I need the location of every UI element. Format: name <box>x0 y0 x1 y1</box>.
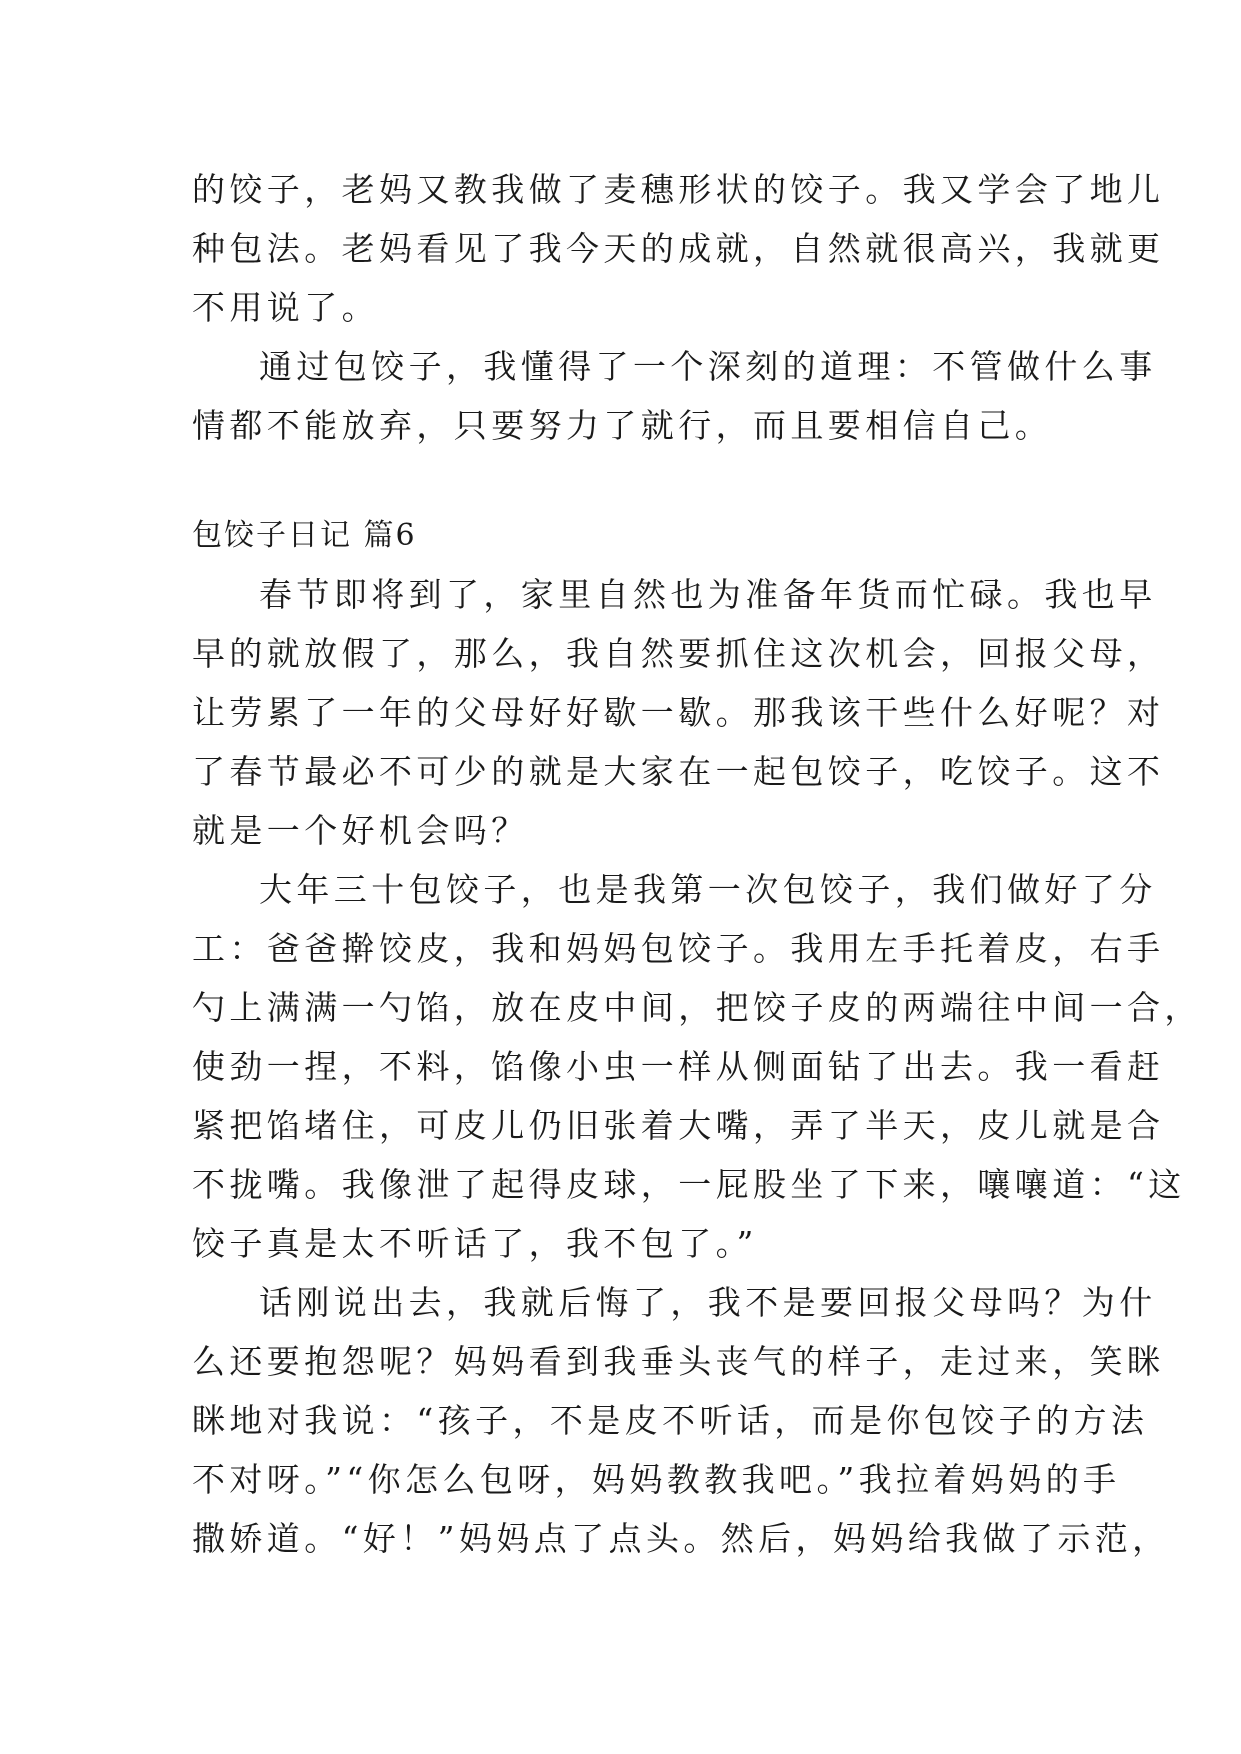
text-line: 大年三十包饺子，也是我第一次包饺子，我们做好了分 <box>259 870 1157 909</box>
text-line: 工：爸爸擀饺皮，我和妈妈包饺子。我用左手托着皮，右手 <box>192 929 1165 968</box>
text-line: 勺上满满一勺馅，放在皮中间，把饺子皮的两端往中间一合， <box>192 988 1202 1027</box>
paragraph <box>192 1273 1170 1568</box>
text-line: 使劲一捏，不料，馅像小虫一样从侧面钻了出去。我一看赶 <box>192 1047 1165 1086</box>
text-line: 了春节最必不可少的就是大家在一起包饺子，吃饺子。这不 <box>192 752 1165 791</box>
text-line: 撒娇道。“好！”妈妈点了点头。然后，妈妈给我做了示范， <box>192 1519 1170 1558</box>
text-line: 不对呀。”“你怎么包呀，妈妈教教我吧。”我拉着妈妈的手 <box>192 1460 1121 1499</box>
text-line: 早的就放假了，那么，我自然要抓住这次机会，回报父母， <box>192 634 1165 673</box>
text-line: 的饺子，老妈又教我做了麦穗形状的饺子。我又学会了地儿 <box>192 170 1165 209</box>
paragraph <box>192 565 1165 860</box>
text-line: 眯地对我说：“孩子，不是皮不听话，而是你包饺子的方法 <box>192 1401 1149 1440</box>
section-heading: 包饺子日记 篇6 <box>192 518 417 553</box>
text-line: 紧把馅堵住，可皮儿仍旧张着大嘴，弄了半天，皮儿就是合 <box>192 1106 1165 1145</box>
paragraph <box>192 860 1202 1273</box>
paragraph <box>192 160 1165 337</box>
text-line: 么还要抱怨呢？妈妈看到我垂头丧气的样子，走过来，笑眯 <box>192 1342 1165 1381</box>
text-line: 春节即将到了，家里自然也为准备年货而忙碌。我也早 <box>259 575 1157 614</box>
text-line: 让劳累了一年的父母好好歇一歇。那我该干些什么好呢？对 <box>192 693 1165 732</box>
text-line: 不拢嘴。我像泄了起得皮球，一屁股坐了下来，嚷嚷道：“这 <box>192 1165 1186 1204</box>
text-line: 不用说了。 <box>192 288 379 327</box>
text-line: 饺子真是太不听话了，我不包了。” <box>192 1224 758 1263</box>
paragraph <box>192 337 1157 455</box>
text-line: 通过包饺子，我懂得了一个深刻的道理：不管做什么事 <box>259 347 1157 386</box>
text-line: 种包法。老妈看见了我今天的成就，自然就很高兴，我就更 <box>192 229 1165 268</box>
text-line: 情都不能放弃，只要努力了就行，而且要相信自己。 <box>192 406 1053 445</box>
text-line: 话刚说出去，我就后悔了，我不是要回报父母吗？为什 <box>259 1283 1157 1322</box>
document-page <box>192 160 1202 1568</box>
text-line: 就是一个好机会吗？ <box>192 811 529 850</box>
